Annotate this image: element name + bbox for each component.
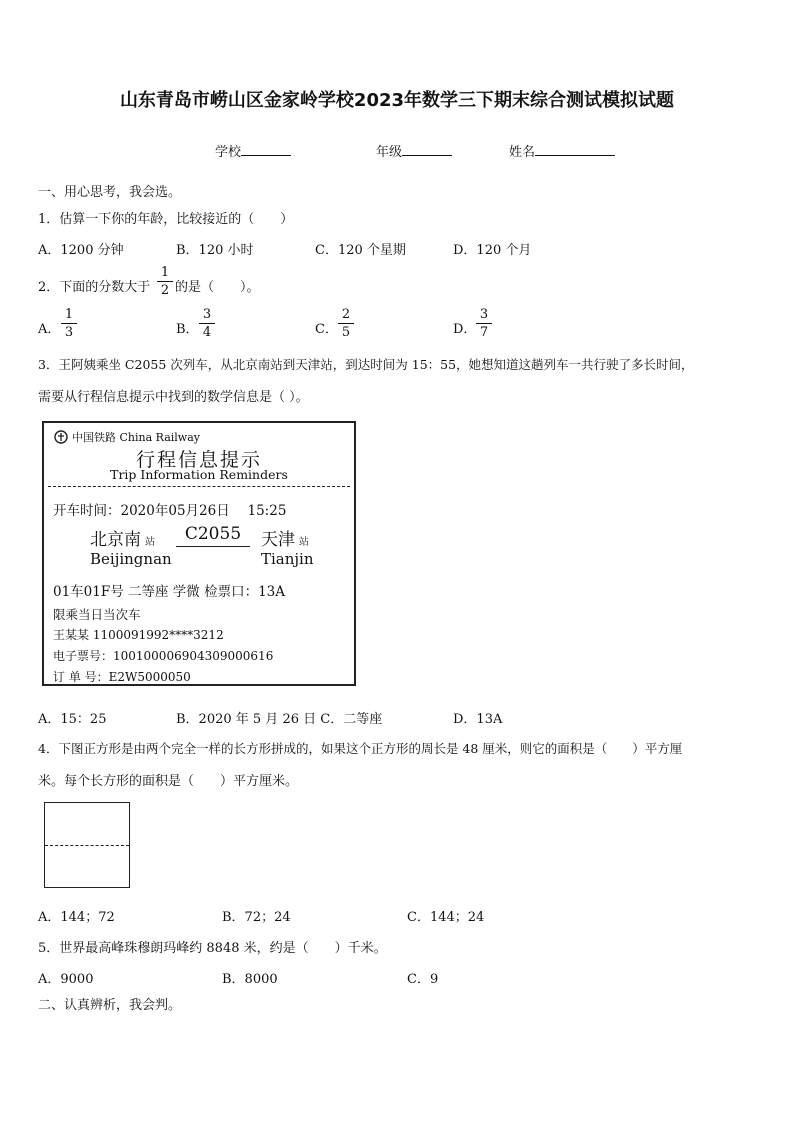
q1-option-c: C．120 个星期 — [315, 243, 406, 258]
question-4-line2: 米。每个长方形的面积是（ ）平方厘米。 — [38, 774, 299, 789]
square-dashed-divider — [45, 845, 129, 846]
q3-option-bc: B．2020 年 5 月 26 日 C．二等座 — [176, 712, 383, 727]
question-3-line1: 3．王阿姨乘坐 C2055 次列车，从北京南站到天津站，到达时间为 15：55，她想知道这趟列车一共行驶了多长时间， — [38, 357, 694, 372]
question-4-line1: 4．下图正方形是由两个完全一样的长方形拼成的，如果这个正方形的周长是 48 厘米，则它的面积是（ ）平方厘 — [38, 741, 683, 756]
ticket-from-cn: 北京南 站 — [90, 530, 155, 550]
q3-option-d: D．13A — [453, 712, 503, 727]
grade-blank — [402, 143, 452, 156]
china-railway-logo-icon — [54, 430, 68, 444]
q2-option-b-label: B． — [176, 322, 199, 337]
name-field — [509, 141, 615, 160]
ticket-to-cn: 天津 站 — [261, 530, 309, 550]
ticket-divider — [48, 486, 350, 487]
ticket-from-en: Beijingnan — [90, 550, 172, 568]
trip-ticket-image — [42, 421, 356, 686]
question-2-before: 2．下面的分数大于 — [38, 280, 151, 295]
ticket-logo-text: 中国铁路 China Railway — [72, 431, 200, 444]
q2-option-b-fraction: 3 4 — [199, 308, 215, 339]
q4-option-c: C．144；24 — [407, 910, 485, 925]
question-1: 1．估算一下你的年龄，比较接近的（ ） — [38, 212, 294, 227]
q1-option-d: D．120 个月 — [453, 243, 532, 258]
ticket-depart-time: 开车时间：2020年05月26日 15:25 — [53, 503, 287, 519]
ticket-title-cn: 行程信息提示 — [135, 449, 262, 471]
q4-option-a: A．144；72 — [38, 910, 115, 925]
school-blank — [241, 143, 291, 156]
grade-label: 年级 — [376, 145, 403, 160]
question-3-line2: 需要从行程信息提示中找到的数学信息是（ ）。 — [38, 390, 309, 405]
q2-option-a-fraction: 1 3 — [61, 308, 77, 339]
q1-option-a: A．1200 分钟 — [38, 243, 124, 258]
q1-option-b: B．120 小时 — [176, 243, 254, 258]
q2-option-d-label: D． — [453, 322, 477, 337]
question-5: 5．世界最高峰珠穆朗玛峰约 8848 米，约是（ ）千米。 — [38, 941, 387, 956]
grade-field — [376, 141, 452, 160]
q2-option-a-label: A． — [38, 322, 61, 337]
ticket-to-en: Tianjin — [261, 550, 314, 568]
q5-option-a: A．9000 — [38, 972, 94, 987]
name-blank — [535, 143, 615, 156]
q3-option-a: A．15：25 — [38, 712, 107, 727]
name-label: 姓名 — [509, 145, 536, 160]
square-figure — [44, 802, 130, 888]
ticket-limit: 限乘当日当次车 — [53, 607, 141, 622]
q2-option-c-label: C． — [315, 322, 338, 337]
q5-option-c: C．9 — [407, 972, 439, 987]
ticket-eticket-no: 电子票号：100100006904309000616 — [53, 649, 274, 663]
ticket-passenger: 王某某 1100091992****3212 — [53, 628, 224, 642]
ticket-train-no: C2055 — [176, 524, 250, 547]
section-1-heading: 一、用心思考，我会选。 — [38, 185, 182, 200]
ticket-title-en: Trip Information Reminders — [110, 467, 288, 482]
q2-option-c-fraction: 2 5 — [338, 308, 354, 339]
q2-option-d-fraction: 3 7 — [476, 308, 492, 339]
q2-fraction: 1 2 — [157, 266, 173, 297]
ticket-seat: 01车01F号 二等座 学微 检票口：13A — [53, 584, 286, 600]
question-2-after: 的是（ ）。 — [175, 280, 260, 295]
q5-option-b: B．8000 — [222, 972, 278, 987]
q4-option-b: B．72；24 — [222, 910, 291, 925]
section-2-heading: 二、认真辨析，我会判。 — [38, 998, 182, 1013]
page-title: 山东青岛市崂山区金家岭学校2023年数学三下期末综合测试模拟试题 — [119, 90, 675, 111]
school-field — [215, 141, 291, 160]
ticket-order-no: 订 单 号：E2W5000050 — [53, 670, 191, 684]
school-label: 学校 — [215, 145, 242, 160]
